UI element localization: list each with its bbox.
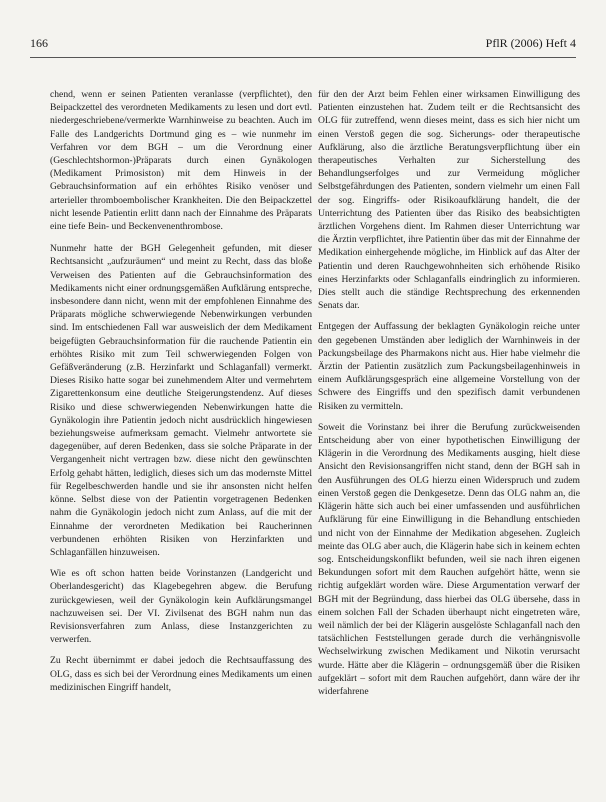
journal-reference: PflR (2006) Heft 4 [485,36,576,50]
paragraph: Soweit die Vorinstanz bei ihrer die Berufung zurückweisenden Entscheidung aber von einer hypothetischen Einwilligung der Klägerin in die Verordnung des Medikaments ausging, hielt diese Ansicht den Revisionsangriffen nicht stand, denn der BGH sah in den Ausführungen des OLG hierzu einen Widerspruch und zudem einen Verstoß gegen die Denkgesetze. Denn das OLG nahm an, die Klägerin hätte sich auch bei einer umfassenden und ausführlichen Aufklärung für eine Einwilligung in die Behandlung entschieden und nicht von der Einnahme der Medikation abgesehen. Zugleich meinte das OLG aber auch, die Klägerin habe sich in keinem echten sog. Entscheidungskonflikt befunden, weil sie nach ihren eigenen Bekundungen sofort mit dem Rauchen aufgehört hätte, wenn sie richtig aufgeklärt worden wäre. Diese Argumentation verwarf der BGH mit der Begründung, dass hierbei das OLG übersehe, dass in einem solchen Fall der Schaden überhaupt nicht eingetreten wäre, weil nämlich der bei der Klägerin ausgelöste Schlaganfall nach den tatsächlichen Feststellungen gerade durch die verhängnisvolle Wechselwirkung zwischen Medikament und Nikotin verursacht wurde. Hätte aber die Klägerin – ordnungsgemäß über die Risiken aufgeklärt – sofort mit dem Rauchen aufgehört, dann wäre der ihr widerfahrene [318,421,580,697]
left-text-column [50,88,312,702]
paragraph: Wie es oft schon hatten beide Vorinstanzen (Landgericht und Oberlandesgericht) das Klagebegehren abgew. die Berufung zurückgewiesen, weil der Gynäkologin kein Aufklärungsmangel nachzuweisen sei. Der VI. Zivilsenat des BGH nahm nun das Revisionsverfahren zum Anlass, diese Instanzgerichten zu verwerfen. [50,568,312,646]
paragraph: Entgegen der Auffassung der beklagten Gynäkologin reiche unter den gegebenen Umständen aber lediglich der Warnhinweis in der Packungsbeilage des Pharmakons nicht aus. Hier habe vielmehr die Ärztin der Patientin zusätzlich zum Packungsbeilagenhinweis in einem Aufklärungsgespräch eine allgemeine Vorstellung von der Schwere des Eingriffs und den spezifisch damit verbundenen Risiken zu vermitteln. [318,321,580,412]
paragraph: Zu Recht übernimmt er dabei jedoch die Rechtsauffassung des OLG, dass es sich bei der Verordnung eines Medikaments um einen medizinischen Eingriff handelt, [50,655,312,693]
paragraph: für den der Arzt beim Fehlen einer wirksamen Einwilligung des Patienten einzustehen hat. Zudem teilt er die Rechtsansicht des OLG für zutreffend, wenn dieses meint, dass es sich hier nicht um einen Verstoß gegen die sog. Sicherungs- oder therapeutische Aufklärung, also die ärztliche Beratungsverpflichtung über ein therapeutisches Verhalten zur Sicherstellung des Behandlungserfolges und zur Vermeidung möglicher Selbstgefährdungen des Patienten, sondern vielmehr um einen Fall der sog. Eingriffs- oder Risikoaufklärung handelt, die der Unterrichtung des Patienten über das Risiko des beabsichtigten ärztlichen Vorgehens dient. Im Rahmen dieser Unterrichtung war die Ärztin verpflichtet, ihre Patientin über das mit der Einnahme der Medikation einhergehende mögliche, im Hinblick auf das Alter der Patientin und deren Rauchgewohnheiten sich erhöhende Risiko eines Herzinfarkts oder Schlaganfalls eindringlich zu informieren. Dies stellt auch die ständige Rechtsprechung des erkennenden Senats dar. [318,89,580,312]
paragraph: Nunmehr hatte der BGH Gelegenheit gefunden, mit dieser Rechtsansicht „aufzuräumen“ und meint zu Recht, dass das bloße Verweisen des Patienten auf die Gebrauchsinformation des Medikaments nicht einer ordnungsgemäßen Aufklärung entspreche, insbesondere dann nicht, wenn mit der empfohlenen Einnahme des Präparats mögliche schwerwiegende Nebenwirkungen verbunden sind. Im entschiedenen Fall war ausweislich der dem Medikament beigefügten Gebrauchsinformation für die rauchende Patientin ein erhöhtes Risiko mit zum Teil schwerwiegenden Folgen von Gefäßveränderung (z.B. Herzinfarkt und Schlaganfall) vermerkt. Dieses Risiko hatte sogar bei zunehmendem Alter und vermehrtem Zigarettenkonsum eine deutliche Steigerungstendenz. Auf dieses Risiko und diese schwerwiegenden Nebenwirkungen hatte die Gynäkologin ihre Patientin jedoch nicht ausdrücklich hingewiesen beziehungsweise aufmerksam gemacht. Vielmehr antwortete sie dagegenüber, auf deren Bedenken, dass sie solche Präparate in der Vergangenheit nicht vertragen bzw. diese nicht den gewünschten Erfolg gehabt hätten, lediglich, dieses sich um das modernste Mittel für Regelbeschwerden handle und sie ihr ansonsten nicht helfen könne. Selbst diese von der Patientin vorgetragenen Bedenken nahm die Gynäkologin jedoch nicht zum Anlass, auf die mit der Einnahme der verordneten Medikation bei Raucherinnen verbundenen erhöhten Risiken von Herzinfarkten und Schlaganfällen hinzuweisen. [50,243,312,558]
running-header [30,36,576,52]
paragraph: chend, wenn er seinen Patienten veranlasse (verpflichtet), den Beipackzettel des verordneten Medikaments zu lesen und dort evtl. niedergeschriebene/vermerkte Warnhinweise zu beachten. Auch im Falle des Landgerichts Dortmund ging es – wie nunmehr im Verfahren vor dem BGH – um die Verordnung einer (Geschlechtshormon-)Präparats durch einen Gynäkologen (Medikament Primosiston) mit dem Hinweis in der Gebrauchsinformation auf ein erhöhtes Risiko venöser und arterieller thromboembolischer Krankheiten. Die den Beipackzettel nicht lesende Patientin erlitt dann nach der Einnahme des Präparats eine tiefe Bein- und Beckenvenenthrombose. [50,89,312,233]
right-text-column [318,88,580,706]
page-number: 166 [30,36,48,50]
header-rule [30,57,576,58]
